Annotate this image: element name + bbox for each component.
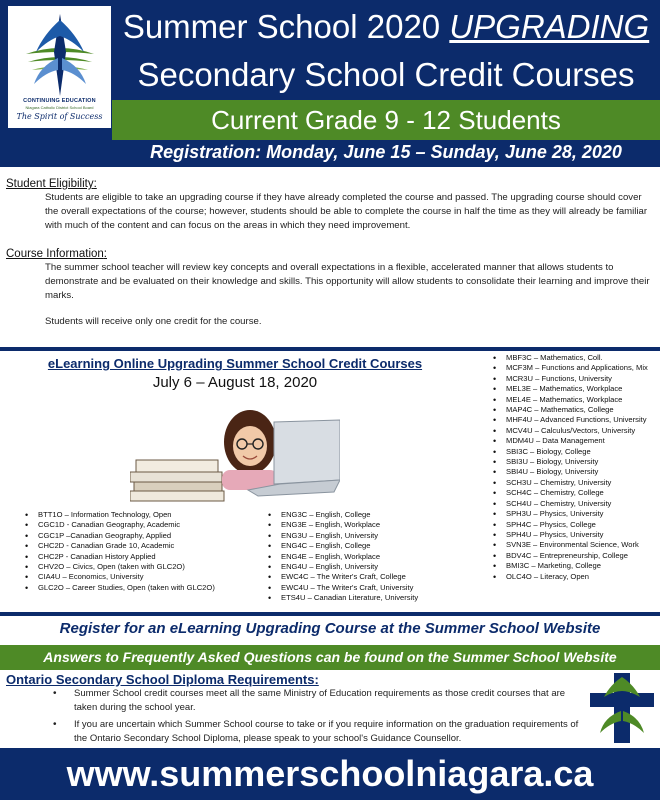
list-item: • BMI3C – Marketing, College bbox=[468, 561, 660, 571]
page-subtitle: Secondary School Credit Courses bbox=[137, 56, 635, 93]
list-item: • SPH4U – Physics, University bbox=[468, 530, 660, 540]
logo bbox=[8, 6, 111, 128]
logo-board: Niagara Catholic District School Board bbox=[25, 105, 94, 110]
eligibility-text: Students are eligible to take an upgrading course if they have already completed the course and passed. The upgrading course should cover the overall expectations of the course; however, students should be able to complete the course in half the time as they will already be familiar with much of the content and can focus on the areas in which they need improvement. bbox=[45, 192, 648, 231]
elearning-dates: July 6 – August 18, 2020 bbox=[152, 374, 318, 391]
register-link-text[interactable]: Register for an eLearning Upgrading Course at the Summer School Website bbox=[59, 620, 601, 637]
course-list-1 bbox=[0, 510, 245, 593]
course-info-text: The summer school teacher will review key concepts and overall expectations in a flexible, accelerated manner that allows students to demonstrate and be evaluated on their knowledge and skills. This opportunity will allow students to consolidate their learning and improve their marks. bbox=[45, 262, 650, 301]
list-item: • CGC1D - Canadian Geography, Academic bbox=[0, 520, 245, 530]
list-item: • MHF4U – Advanced Functions, University bbox=[468, 415, 660, 425]
cross-logo-icon bbox=[590, 673, 654, 743]
grade-band bbox=[112, 100, 660, 140]
list-item: • ENG4E – English, Workplace bbox=[243, 552, 473, 562]
website-url[interactable]: www.summerschoolniagara.ca bbox=[0, 748, 660, 800]
faq-banner[interactable]: Answers to Frequently Asked Questions can be found on the Summer School Website bbox=[0, 645, 660, 670]
list-item: • ENG4U – English, University bbox=[243, 562, 473, 572]
list-item: • SCH3U – Chemistry, University bbox=[468, 478, 660, 488]
logo-tagline: The Spirit of Success bbox=[16, 112, 103, 121]
list-item: • SPH3U – Physics, University bbox=[468, 509, 660, 519]
diploma-list bbox=[0, 687, 590, 749]
list-item: • EWC4C – The Writer's Craft, College bbox=[243, 572, 473, 582]
divider bbox=[0, 347, 660, 351]
list-item: • MBF3C – Mathematics, Coll. bbox=[468, 353, 660, 363]
student-laptop-photo bbox=[130, 400, 340, 508]
course-list-3 bbox=[468, 353, 660, 582]
list-item: • ENG4C – English, College bbox=[243, 541, 473, 551]
title-emphasis: UPGRADING bbox=[449, 8, 650, 45]
list-item: • CIA4U – Economics, University bbox=[0, 572, 245, 582]
list-item: • Summer School credit courses meet all the same Ministry of Education requirements as those credit courses that are taken during the school year. bbox=[0, 687, 590, 714]
list-item: • MDM4U – Data Management bbox=[468, 436, 660, 446]
credit-note: Students will receive only one credit for the course. bbox=[45, 316, 262, 327]
info-section bbox=[0, 167, 660, 347]
registration-dates: Registration: Monday, June 15 – Sunday, June 28, 2020 bbox=[150, 142, 622, 162]
list-item: • ENG3E – English, Workplace bbox=[243, 520, 473, 530]
list-item: • MCF3M – Functions and Applications, Mix bbox=[468, 363, 660, 373]
header-banner bbox=[0, 0, 660, 167]
list-item: • SBI4U – Biology, University bbox=[468, 467, 660, 477]
divider bbox=[0, 612, 660, 616]
list-item: • OLC4O – Literacy, Open bbox=[468, 572, 660, 582]
list-item: • SCH4U – Chemistry, University bbox=[468, 499, 660, 509]
list-item: • GLC2O – Career Studies, Open (taken with GLC2O) bbox=[0, 583, 245, 593]
list-item: • SCH4C – Chemistry, College bbox=[468, 488, 660, 498]
course-list-2 bbox=[243, 510, 473, 604]
list-item: • EWC4U – The Writer's Craft, University bbox=[243, 583, 473, 593]
list-item: • BTT1O – Information Technology, Open bbox=[0, 510, 245, 520]
course-info-heading: Course Information: bbox=[6, 248, 107, 260]
list-item: • SBI3U – Biology, University bbox=[468, 457, 660, 467]
eligibility-heading: Student Eligibility: bbox=[6, 178, 97, 190]
grade-text: Current Grade 9 - 12 Students bbox=[211, 105, 561, 135]
list-item: • CHC2P - Canadian History Applied bbox=[0, 552, 245, 562]
list-item: • ENG3U – English, University bbox=[243, 531, 473, 541]
elearning-title: eLearning Online Upgrading Summer School Credit Courses bbox=[47, 356, 423, 371]
list-item: • SBI3C – Biology, College bbox=[468, 447, 660, 457]
list-item: • BDV4C – Entrepreneurship, College bbox=[468, 551, 660, 561]
list-item: • ENG3C – English, College bbox=[243, 510, 473, 520]
list-item: • MCV4U – Calculus/Vectors, University bbox=[468, 426, 660, 436]
list-item: • MEL3E – Mathematics, Workplace bbox=[468, 384, 660, 394]
list-item: • MEL4E – Mathematics, Workplace bbox=[468, 395, 660, 405]
list-item: • MAP4C – Mathematics, College bbox=[468, 405, 660, 415]
list-item: • CHC2D - Canadian Grade 10, Academic bbox=[0, 541, 245, 551]
diploma-heading: Ontario Secondary School Diploma Requirements: bbox=[6, 672, 319, 687]
list-item: • CHV2O – Civics, Open (taken with GLC2O) bbox=[0, 562, 245, 572]
list-item: • If you are uncertain which Summer School course to take or if you require information on the graduation requirements of the Ontario Secondary School Diploma, please speak to your school's Guidance Counsellor. bbox=[0, 718, 590, 745]
logo-name: CONTINUING EDUCATION bbox=[23, 98, 96, 104]
logo-emblem-icon bbox=[24, 12, 96, 96]
list-item: • CGC1P –Canadian Geography, Applied bbox=[0, 531, 245, 541]
list-item: • SVN3E – Environmental Science, Work bbox=[468, 540, 660, 550]
list-item: • ETS4U – Canadian Literature, University bbox=[243, 593, 473, 603]
list-item: • MCR3U – Functions, University bbox=[468, 374, 660, 384]
page-title: Summer School 2020 UPGRADING bbox=[122, 8, 650, 45]
list-item: • SPH4C – Physics, College bbox=[468, 520, 660, 530]
